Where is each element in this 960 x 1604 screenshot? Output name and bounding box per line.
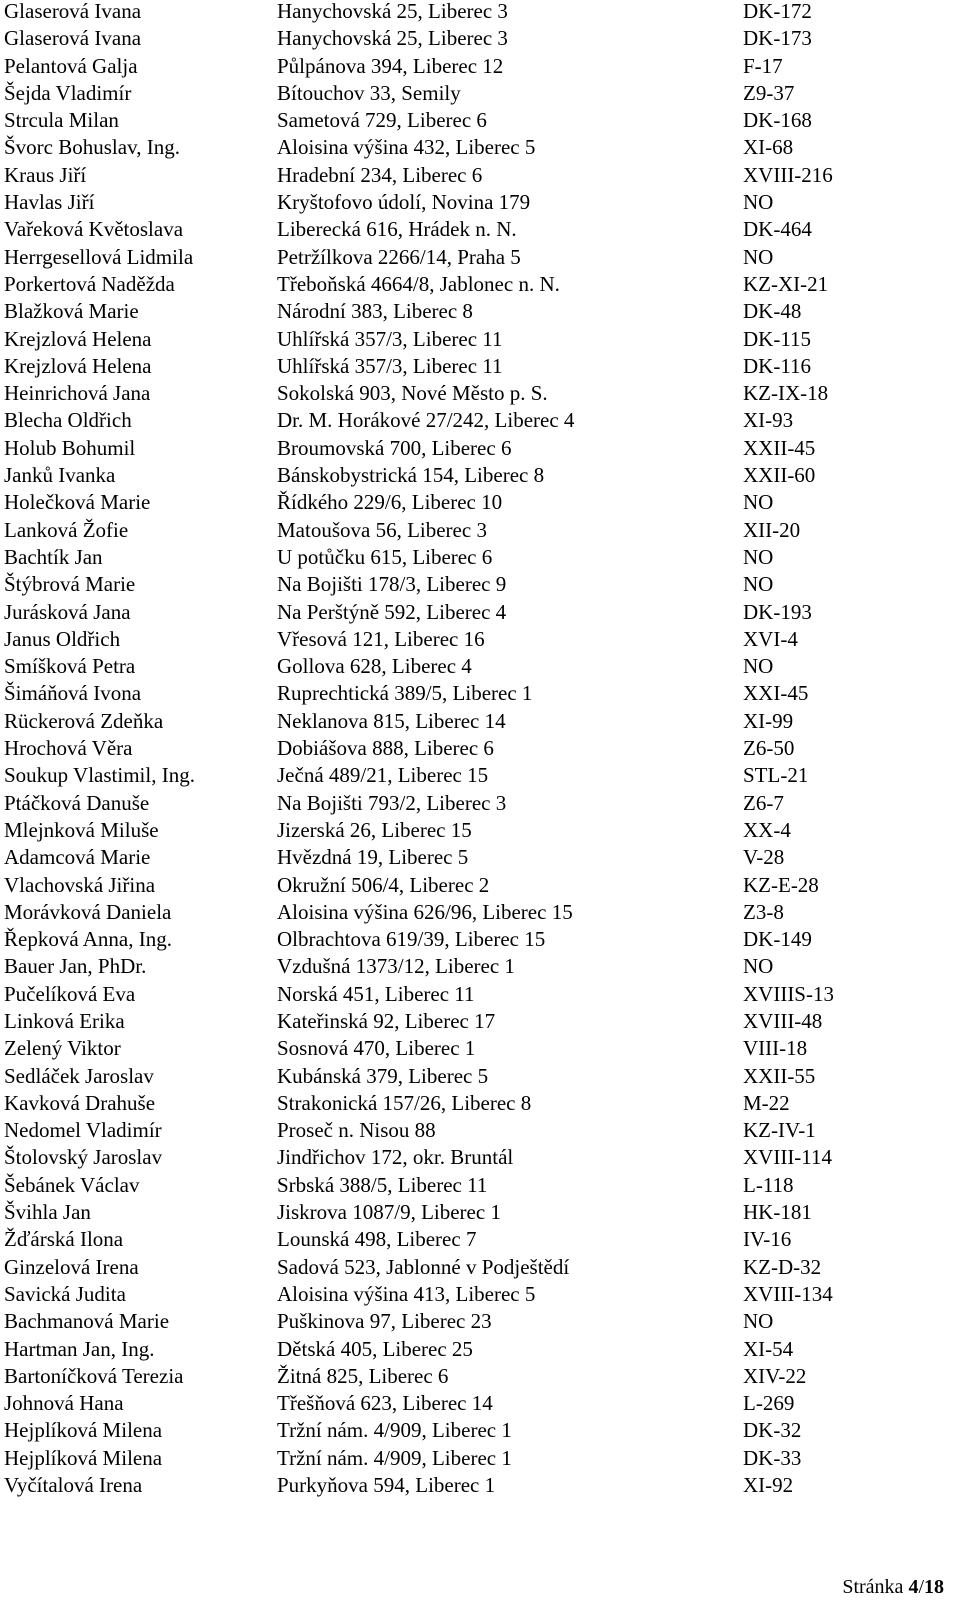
record-code: XVIII-134 <box>743 1281 833 1306</box>
address: Srbská 388/5, Liberec 11 <box>277 1172 488 1197</box>
address: Purkyňova 594, Liberec 1 <box>277 1473 496 1498</box>
address: Národní 383, Liberec 8 <box>277 299 473 324</box>
person-name: Hejplíková Milena <box>4 1445 163 1470</box>
table-row <box>4 628 954 655</box>
table-row <box>4 491 954 518</box>
address: Bítouchov 33, Semily <box>277 80 461 105</box>
address: Kateřinská 92, Liberec 17 <box>277 1008 496 1033</box>
record-code: NO <box>743 954 774 979</box>
record-code: F-17 <box>743 53 783 78</box>
table-row <box>4 1092 954 1119</box>
record-code: Z9-37 <box>743 80 795 105</box>
table-row <box>4 1065 954 1092</box>
record-code: XI-93 <box>743 408 794 433</box>
address: Žitná 825, Liberec 6 <box>277 1363 449 1388</box>
address: Jindřichov 172, okr. Bruntál <box>277 1145 514 1170</box>
person-name: Porkertová Naděžda <box>4 271 175 296</box>
person-name: Adamcová Marie <box>4 845 151 870</box>
record-code: DK-149 <box>743 927 812 952</box>
person-name: Glaserová Ivana <box>4 0 142 23</box>
person-name: Bauer Jan, PhDr. <box>4 954 147 979</box>
address: Petržílkova 2266/14, Praha 5 <box>277 244 521 269</box>
person-name: Řepková Anna, Ing. <box>4 927 172 952</box>
table-row <box>4 1010 954 1037</box>
address: Na Perštýně 592, Liberec 4 <box>277 599 507 624</box>
address: Olbrachtova 619/39, Liberec 15 <box>277 927 546 952</box>
address: Hanychovská 25, Liberec 3 <box>277 0 508 23</box>
record-code: XVI-4 <box>743 626 798 651</box>
table-row <box>4 928 954 955</box>
address: Vřesová 121, Liberec 16 <box>277 626 485 651</box>
table-row <box>4 246 954 273</box>
address: Okružní 506/4, Liberec 2 <box>277 872 490 897</box>
record-code: IV-16 <box>743 1227 792 1252</box>
person-name: Bachtík Jan <box>4 544 103 569</box>
table-row <box>4 437 954 464</box>
person-name: Hartman Jan, Ing. <box>4 1336 155 1361</box>
table-row <box>4 109 954 136</box>
page-current: 4 <box>908 1576 919 1598</box>
person-name: Vlachovská Jiřina <box>4 872 156 897</box>
page-label: Stránka <box>842 1576 904 1598</box>
address: Hradební 234, Liberec 6 <box>277 162 483 187</box>
address: Lounská 498, Liberec 7 <box>277 1227 477 1252</box>
table-row <box>4 1228 954 1255</box>
address: Na Bojišti 793/2, Liberec 3 <box>277 790 507 815</box>
person-name: Švorc Bohuslav, Ing. <box>4 135 180 160</box>
address: Gollova 628, Liberec 4 <box>277 654 472 679</box>
person-name: Ptáčková Danuše <box>4 790 150 815</box>
record-code: XVIII-114 <box>743 1145 833 1170</box>
address: Ruprechtická 389/5, Liberec 1 <box>277 681 533 706</box>
table-row <box>4 1037 954 1064</box>
person-name: Zelený Viktor <box>4 1036 121 1061</box>
table-row <box>4 1419 954 1446</box>
address: Dětská 405, Liberec 25 <box>277 1336 473 1361</box>
person-name: Vařeková Květoslava <box>4 217 184 242</box>
table-row <box>4 355 954 382</box>
record-code: DK-193 <box>743 599 812 624</box>
record-code: KZ-E-28 <box>743 872 819 897</box>
table-row <box>4 573 954 600</box>
person-name: Pučelíková Eva <box>4 981 136 1006</box>
address: Kryštofovo údolí, Novina 179 <box>277 190 531 215</box>
person-name: Johnová Hana <box>4 1391 124 1416</box>
table-row <box>4 682 954 709</box>
record-code: NO <box>743 1309 774 1334</box>
table-row <box>4 819 954 846</box>
record-code: Z6-50 <box>743 736 795 761</box>
record-code: KZ-D-32 <box>743 1254 822 1279</box>
person-name: Lanková Žofie <box>4 517 129 542</box>
address: Sametová 729, Liberec 6 <box>277 108 487 133</box>
person-name: Heinrichová Jana <box>4 381 151 406</box>
address: Jiskrova 1087/9, Liberec 1 <box>277 1200 501 1225</box>
table-row <box>4 55 954 82</box>
address: U potůčku 615, Liberec 6 <box>277 544 493 569</box>
address: Tržní nám. 4/909, Liberec 1 <box>277 1445 512 1470</box>
address: Ječná 489/21, Liberec 15 <box>277 763 489 788</box>
person-name: Blecha Oldřich <box>4 408 132 433</box>
record-code: XI-99 <box>743 708 794 733</box>
address: Řídkého 229/6, Liberec 10 <box>277 490 503 515</box>
person-name: Janků Ivanka <box>4 463 116 488</box>
record-code: HK-181 <box>743 1200 812 1225</box>
record-code: Z6-7 <box>743 790 784 815</box>
table-row <box>4 1310 954 1337</box>
table-row <box>4 1119 954 1146</box>
record-code: NO <box>743 572 774 597</box>
address: Kubánská 379, Liberec 5 <box>277 1063 489 1088</box>
address: Sokolská 903, Nové Město p. S. <box>277 381 548 406</box>
address: Neklanova 815, Liberec 14 <box>277 708 506 733</box>
record-code: XVIII-216 <box>743 162 833 187</box>
address: Aloisina výšina 432, Liberec 5 <box>277 135 536 160</box>
record-code: DK-168 <box>743 108 812 133</box>
table-row <box>4 0 954 27</box>
record-code: NO <box>743 244 774 269</box>
record-code: L-118 <box>743 1172 794 1197</box>
table-row <box>4 737 954 764</box>
address: Aloisina výšina 626/96, Liberec 15 <box>277 899 573 924</box>
person-name: Hrochová Věra <box>4 736 133 761</box>
person-name: Ginzelová Irena <box>4 1254 139 1279</box>
record-code: XIV-22 <box>743 1363 807 1388</box>
address: Norská 451, Liberec 11 <box>277 981 475 1006</box>
record-code: XXI-45 <box>743 681 809 706</box>
page-indicator <box>842 1576 944 1598</box>
address: Liberecká 616, Hrádek n. N. <box>277 217 517 242</box>
person-name: Blažková Marie <box>4 299 139 324</box>
record-code: KZ-IV-1 <box>743 1118 816 1143</box>
record-code: XI-54 <box>743 1336 794 1361</box>
person-name: Krejzlová Helena <box>4 326 152 351</box>
table-row <box>4 164 954 191</box>
table-row <box>4 846 954 873</box>
record-code: DK-32 <box>743 1418 802 1443</box>
record-code: DK-33 <box>743 1445 802 1470</box>
person-name: Holub Bohumil <box>4 435 136 460</box>
person-name: Švihla Jan <box>4 1200 91 1225</box>
address: Půlpánova 394, Liberec 12 <box>277 53 504 78</box>
person-name: Morávková Daniela <box>4 899 172 924</box>
person-name: Nedomel Vladimír <box>4 1118 162 1143</box>
person-name: Linková Erika <box>4 1008 125 1033</box>
person-name: Holečková Marie <box>4 490 151 515</box>
record-code: V-28 <box>743 845 785 870</box>
record-code: VIII-18 <box>743 1036 808 1061</box>
table-row <box>4 1283 954 1310</box>
table-row <box>4 1174 954 1201</box>
address: Bánskobystrická 154, Liberec 8 <box>277 463 545 488</box>
page-total: 18 <box>924 1576 944 1598</box>
person-name: Strcula Milan <box>4 108 119 133</box>
record-code: NO <box>743 654 774 679</box>
record-code: XX-4 <box>743 817 791 842</box>
table-row <box>4 136 954 163</box>
person-name: Krejzlová Helena <box>4 353 152 378</box>
address: Hanychovská 25, Liberec 3 <box>277 26 508 51</box>
table-row <box>4 874 954 901</box>
record-code: NO <box>743 544 774 569</box>
record-code: XII-20 <box>743 517 801 542</box>
record-code: XXII-55 <box>743 1063 816 1088</box>
record-code: NO <box>743 190 774 215</box>
address: Puškinova 97, Liberec 23 <box>277 1309 492 1334</box>
address: Matoušova 56, Liberec 3 <box>277 517 487 542</box>
table-row <box>4 983 954 1010</box>
table-row <box>4 1474 954 1501</box>
table-row <box>4 409 954 436</box>
table-row <box>4 218 954 245</box>
record-code: STL-21 <box>743 763 809 788</box>
record-code: KZ-XI-21 <box>743 271 829 296</box>
record-code: NO <box>743 490 774 515</box>
address: Broumovská 700, Liberec 6 <box>277 435 512 460</box>
person-name: Jurásková Jana <box>4 599 131 624</box>
address: Jizerská 26, Liberec 15 <box>277 817 472 842</box>
person-name: Smíšková Petra <box>4 654 136 679</box>
person-name: Šebánek Václav <box>4 1172 140 1197</box>
table-row <box>4 328 954 355</box>
person-name: Janus Oldřich <box>4 626 121 651</box>
person-name: Herrgesellová Lidmila <box>4 244 194 269</box>
person-name: Pelantová Galja <box>4 53 138 78</box>
person-name: Šimáňová Ivona <box>4 681 142 706</box>
address: Dobiášova 888, Liberec 6 <box>277 736 494 761</box>
record-code: DK-173 <box>743 26 812 51</box>
record-code: XXII-60 <box>743 463 816 488</box>
table-row <box>4 1392 954 1419</box>
address: Sosnová 470, Liberec 1 <box>277 1036 476 1061</box>
table-row <box>4 519 954 546</box>
table-row <box>4 191 954 218</box>
person-name: Savická Judita <box>4 1281 126 1306</box>
table-row <box>4 546 954 573</box>
record-code: XI-68 <box>743 135 794 160</box>
person-name: Mlejnková Miluše <box>4 817 159 842</box>
address: Tržní nám. 4/909, Liberec 1 <box>277 1418 512 1443</box>
person-name: Soukup Vlastimil, Ing. <box>4 763 195 788</box>
person-name: Havlas Jiří <box>4 190 95 215</box>
person-name: Glaserová Ivana <box>4 26 142 51</box>
address: Třeboňská 4664/8, Jablonec n. N. <box>277 271 560 296</box>
person-name: Šejda Vladimír <box>4 80 132 105</box>
record-code: DK-115 <box>743 326 812 351</box>
person-name: Štolovský Jaroslav <box>4 1145 163 1170</box>
record-code: XI-92 <box>743 1473 794 1498</box>
table-row <box>4 300 954 327</box>
person-name: Štýbrová Marie <box>4 572 136 597</box>
table-row <box>4 27 954 54</box>
address: Uhlířská 357/3, Liberec 11 <box>277 326 503 351</box>
person-name: Bartoníčková Terezia <box>4 1363 184 1388</box>
record-code: DK-48 <box>743 299 802 324</box>
address: Hvězdná 19, Liberec 5 <box>277 845 469 870</box>
address: Na Bojišti 178/3, Liberec 9 <box>277 572 507 597</box>
record-code: L-269 <box>743 1391 795 1416</box>
table-row <box>4 464 954 491</box>
table-row <box>4 1365 954 1392</box>
table-row <box>4 901 954 928</box>
record-list <box>4 0 954 1501</box>
table-row <box>4 1447 954 1474</box>
table-row <box>4 601 954 628</box>
table-row <box>4 792 954 819</box>
address: Proseč n. Nisou 88 <box>277 1118 436 1143</box>
person-name: Bachmanová Marie <box>4 1309 170 1334</box>
table-row <box>4 1201 954 1228</box>
person-name: Kavková Drahuše <box>4 1090 156 1115</box>
table-row <box>4 710 954 737</box>
record-code: DK-172 <box>743 0 812 23</box>
address: Aloisina výšina 413, Liberec 5 <box>277 1281 536 1306</box>
table-row <box>4 1338 954 1365</box>
record-code: DK-116 <box>743 353 812 378</box>
person-name: Vyčítalová Irena <box>4 1473 143 1498</box>
table-row <box>4 764 954 791</box>
record-code: M-22 <box>743 1090 790 1115</box>
person-name: Sedláček Jaroslav <box>4 1063 154 1088</box>
table-row <box>4 82 954 109</box>
address: Sadová 523, Jablonné v Podještědí <box>277 1254 570 1279</box>
address: Dr. M. Horákové 27/242, Liberec 4 <box>277 408 575 433</box>
address: Uhlířská 357/3, Liberec 11 <box>277 353 503 378</box>
address: Vzdušná 1373/12, Liberec 1 <box>277 954 515 979</box>
record-code: XXII-45 <box>743 435 816 460</box>
person-name: Rückerová Zdeňka <box>4 708 164 733</box>
address: Třešňová 623, Liberec 14 <box>277 1391 493 1416</box>
table-row <box>4 1256 954 1283</box>
page-separator: / <box>918 1576 924 1598</box>
table-row <box>4 655 954 682</box>
record-code: KZ-IX-18 <box>743 381 829 406</box>
table-row <box>4 382 954 409</box>
person-name: Hejplíková Milena <box>4 1418 163 1443</box>
person-name: Kraus Jiří <box>4 162 87 187</box>
record-code: XVIIIS-13 <box>743 981 834 1006</box>
address: Strakonická 157/26, Liberec 8 <box>277 1090 532 1115</box>
record-code: DK-464 <box>743 217 812 242</box>
table-row <box>4 955 954 982</box>
person-name: Žďárská Ilona <box>4 1227 124 1252</box>
table-row <box>4 1146 954 1173</box>
table-row <box>4 273 954 300</box>
record-code: Z3-8 <box>743 899 784 924</box>
record-code: XVIII-48 <box>743 1008 823 1033</box>
